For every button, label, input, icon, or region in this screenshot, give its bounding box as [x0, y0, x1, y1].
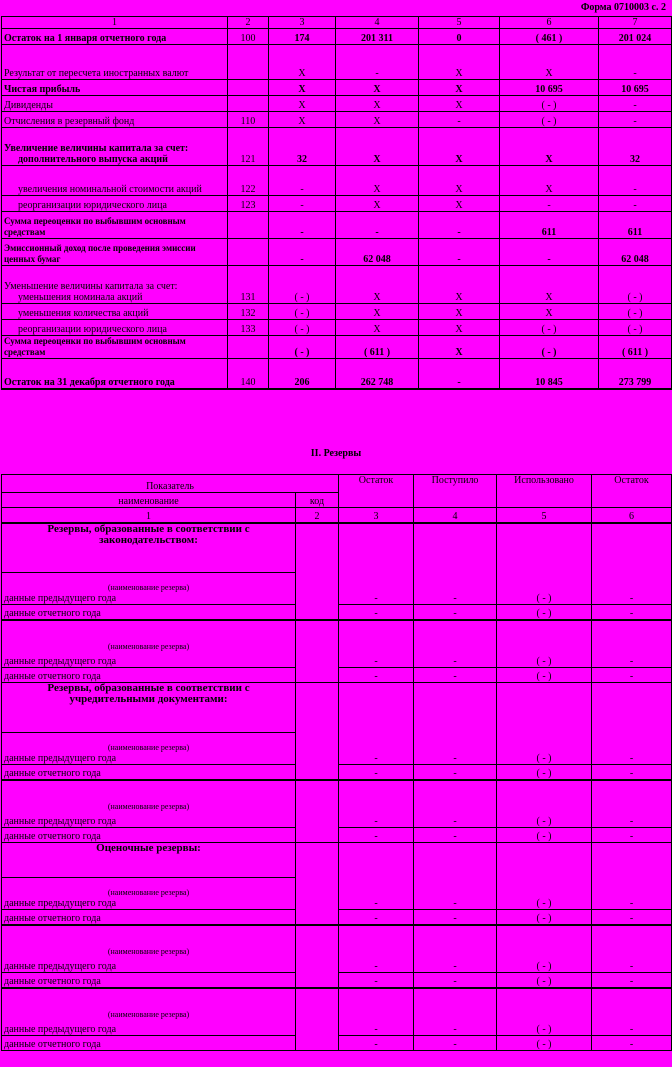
- cell-c7: -: [599, 196, 672, 212]
- row-label: [2, 166, 228, 196]
- section-2-title: II. Резервы: [310, 448, 362, 459]
- table-row: [2, 96, 672, 112]
- reserve-prev-row: [2, 925, 672, 973]
- prev-year-label: данные предыдущего года: [4, 753, 117, 764]
- row-label-text: Эмиссионный доход после проведения эмиссии ценных бумаг: [4, 243, 196, 264]
- row-label: [2, 239, 228, 266]
- table-row: [2, 29, 672, 45]
- row-label-text: Сумма переоценки по выбывшим основным средствам: [4, 336, 186, 357]
- cell-c5: X: [419, 80, 500, 96]
- row-label-text: Дивиденды: [4, 100, 53, 111]
- blank-code: [296, 620, 339, 683]
- reserve-placeholder: (наименование резерва): [107, 1010, 190, 1019]
- blank-code: [296, 523, 339, 620]
- reserve-prev-row: [2, 988, 672, 1036]
- cell-c7: -: [599, 112, 672, 128]
- cell-c5: X: [419, 166, 500, 196]
- cell-c4: -: [336, 212, 419, 239]
- row-sublabel: увеличения номинальной стоимости акций: [18, 184, 202, 195]
- cell-c5: X: [419, 196, 500, 212]
- table-row: [2, 320, 672, 336]
- cell-c3: -: [269, 196, 336, 212]
- row-label: [2, 359, 228, 389]
- cell-c5: X: [419, 96, 500, 112]
- cell-c4: X: [336, 96, 419, 112]
- current-year-value: ( - ): [497, 910, 592, 925]
- cell-c5: X: [419, 128, 500, 166]
- current-year-value: -: [339, 605, 414, 620]
- current-year-value: -: [414, 765, 497, 780]
- column-number: 6: [500, 17, 599, 29]
- prev-year-value: ( - ): [497, 780, 592, 828]
- cell-c4: X: [336, 80, 419, 96]
- form-label: Форма 0710003 с. 2: [580, 2, 666, 13]
- current-year-value: -: [592, 668, 672, 683]
- row-label: [2, 336, 228, 359]
- row-sublabel: дополнительного выпуска акций: [18, 154, 168, 165]
- table-row: [2, 196, 672, 212]
- header-balance-start: Остаток: [339, 475, 414, 508]
- cell-code: 140: [228, 359, 269, 389]
- cell-c6: X: [500, 128, 599, 166]
- row-label: [2, 45, 228, 80]
- cell-code: 133: [228, 320, 269, 336]
- cell-c5: X: [419, 45, 500, 80]
- prev-year-value: ( - ): [497, 925, 592, 973]
- table-row: [2, 304, 672, 320]
- row-label-text: Результат от пересчета иностранных валют: [4, 68, 189, 79]
- row-label: [2, 320, 228, 336]
- cell-c5: X: [419, 320, 500, 336]
- column-number: 3: [339, 508, 414, 523]
- column-number: 5: [497, 508, 592, 523]
- reserve-name-cell: [2, 733, 296, 765]
- blank-code: [296, 925, 339, 988]
- current-year-value: -: [592, 765, 672, 780]
- cell-c4: 62 048: [336, 239, 419, 266]
- prev-year-value: -: [339, 523, 414, 605]
- prev-year-label: данные предыдущего года: [4, 1024, 117, 1035]
- row-sublabel: реорганизации юридического лица: [18, 200, 167, 211]
- current-year-value: -: [339, 765, 414, 780]
- column-number: 7: [599, 17, 672, 29]
- cell-c3: ( - ): [269, 266, 336, 304]
- row-label: [2, 112, 228, 128]
- cell-c3: X: [269, 96, 336, 112]
- row-label: [2, 128, 228, 166]
- prev-year-value: -: [339, 620, 414, 668]
- column-number: 1: [2, 508, 296, 523]
- reserve-placeholder: (наименование резерва): [107, 583, 190, 592]
- cell-c6: ( - ): [500, 336, 599, 359]
- group-title-row: [2, 843, 672, 878]
- reserve-prev-row: [2, 780, 672, 828]
- cell-c4: -: [336, 45, 419, 80]
- cell-c7: 273 799: [599, 359, 672, 389]
- current-year-label: данные отчетного года: [2, 605, 296, 620]
- current-year-value: ( - ): [497, 765, 592, 780]
- prev-year-value: -: [592, 620, 672, 668]
- prev-year-value: -: [414, 780, 497, 828]
- cell-c4: X: [336, 112, 419, 128]
- header-balance-end: Остаток: [592, 475, 672, 508]
- cell-code: [228, 336, 269, 359]
- cell-c6: ( - ): [500, 320, 599, 336]
- current-year-value: -: [339, 1036, 414, 1051]
- reserve-name-cell: [2, 878, 296, 910]
- current-year-value: -: [339, 973, 414, 988]
- group-title: Резервы, образованные в соответствии с законодательством:: [2, 523, 296, 573]
- reserve-prev-row: [2, 620, 672, 668]
- cell-c7: -: [599, 45, 672, 80]
- current-year-value: -: [414, 1036, 497, 1051]
- current-year-label: данные отчетного года: [2, 973, 296, 988]
- prev-year-value: -: [339, 683, 414, 765]
- cell-c7: 611: [599, 212, 672, 239]
- prev-year-value: -: [592, 780, 672, 828]
- cell-c7: ( - ): [599, 266, 672, 304]
- prev-year-label: данные предыдущего года: [4, 898, 117, 909]
- row-label: [2, 196, 228, 212]
- prev-year-value: -: [592, 843, 672, 910]
- cell-c3: 32: [269, 128, 336, 166]
- reserve-name-cell: [2, 988, 296, 1036]
- cell-code: 122: [228, 166, 269, 196]
- table-row: [2, 45, 672, 80]
- cell-c3: -: [269, 239, 336, 266]
- header-received: Поступило: [414, 475, 497, 508]
- reserve-name-cell: [2, 573, 296, 605]
- row-sublabel: реорганизации юридического лица: [18, 324, 167, 335]
- prev-year-value: -: [339, 925, 414, 973]
- cell-c3: X: [269, 112, 336, 128]
- reserve-placeholder: (наименование резерва): [107, 947, 190, 956]
- current-year-value: -: [414, 668, 497, 683]
- cell-c6: X: [500, 304, 599, 320]
- row-label: [2, 212, 228, 239]
- reserves-table: [1, 474, 672, 1051]
- prev-year-value: ( - ): [497, 843, 592, 910]
- cell-code: [228, 212, 269, 239]
- cell-code: 110: [228, 112, 269, 128]
- reserve-placeholder: (наименование резерва): [107, 642, 190, 651]
- current-year-value: -: [414, 828, 497, 843]
- cell-code: [228, 239, 269, 266]
- cell-c5: -: [419, 112, 500, 128]
- row-label: [2, 29, 228, 45]
- cell-c6: ( - ): [500, 96, 599, 112]
- prev-year-value: -: [592, 523, 672, 605]
- current-year-label: данные отчетного года: [2, 765, 296, 780]
- row-label-text: Чистая прибыль: [4, 84, 81, 95]
- reserve-placeholder: (наименование резерва): [107, 888, 190, 897]
- cell-c6: 10 695: [500, 80, 599, 96]
- cell-c4: X: [336, 128, 419, 166]
- reserve-name-cell: [2, 620, 296, 668]
- row-sublabel: уменьшения номинала акций: [18, 292, 143, 303]
- prev-year-value: -: [414, 620, 497, 668]
- table-row: [2, 239, 672, 266]
- prev-year-value: -: [414, 843, 497, 910]
- current-year-value: -: [339, 910, 414, 925]
- group-title-row: [2, 683, 672, 733]
- current-year-value: ( - ): [497, 828, 592, 843]
- prev-year-value: ( - ): [497, 523, 592, 605]
- cell-c6: 611: [500, 212, 599, 239]
- cell-c6: ( - ): [500, 112, 599, 128]
- group-title-row: [2, 523, 672, 573]
- cell-c4: X: [336, 320, 419, 336]
- blank-code: [296, 988, 339, 1051]
- table-header-row: [2, 17, 672, 29]
- current-year-label: данные отчетного года: [2, 910, 296, 925]
- prev-year-value: -: [339, 988, 414, 1036]
- row-label-text: Остаток на 31 декабря отчетного года: [4, 376, 175, 388]
- current-year-value: -: [592, 973, 672, 988]
- cell-c7: 62 048: [599, 239, 672, 266]
- cell-c7: -: [599, 96, 672, 112]
- prev-year-value: -: [414, 988, 497, 1036]
- cell-c5: 0: [419, 29, 500, 45]
- reserve-name-cell: [2, 925, 296, 973]
- cell-c7: ( 611 ): [599, 336, 672, 359]
- table-row: [2, 80, 672, 96]
- column-number: 4: [414, 508, 497, 523]
- cell-code: 121: [228, 128, 269, 166]
- cell-c6: ( 461 ): [500, 29, 599, 45]
- cell-c7: 32: [599, 128, 672, 166]
- cell-c5: X: [419, 266, 500, 304]
- row-label: [2, 96, 228, 112]
- cell-c7: 10 695: [599, 80, 672, 96]
- current-year-value: ( - ): [497, 1036, 592, 1051]
- group-title: Резервы, образованные в соответствии с учредительными документами:: [2, 683, 296, 733]
- cell-c4: 262 748: [336, 359, 419, 389]
- current-year-value: -: [592, 1036, 672, 1051]
- row-label-text: Остаток на 1 января отчетного года: [4, 33, 167, 44]
- cell-c3: -: [269, 212, 336, 239]
- cell-c5: -: [419, 212, 500, 239]
- prev-year-label: данные предыдущего года: [4, 593, 117, 604]
- blank-code: [296, 843, 339, 925]
- cell-c3: 206: [269, 359, 336, 389]
- cell-c4: X: [336, 196, 419, 212]
- current-year-label: данные отчетного года: [2, 1036, 296, 1051]
- table-row: [2, 166, 672, 196]
- column-number: 6: [592, 508, 672, 523]
- table-row: [2, 359, 672, 389]
- row-label: [2, 304, 228, 320]
- column-number: 1: [2, 17, 228, 29]
- current-year-value: -: [592, 910, 672, 925]
- prev-year-value: -: [414, 683, 497, 765]
- cell-c3: 174: [269, 29, 336, 45]
- prev-year-label: данные предыдущего года: [4, 656, 117, 667]
- cell-c7: ( - ): [599, 320, 672, 336]
- table-row: [2, 212, 672, 239]
- reserve-placeholder: (наименование резерва): [107, 743, 190, 752]
- prev-year-label: данные предыдущего года: [4, 816, 117, 827]
- table-row: [2, 336, 672, 359]
- current-year-value: ( - ): [497, 668, 592, 683]
- prev-year-value: ( - ): [497, 988, 592, 1036]
- prev-year-value: -: [592, 925, 672, 973]
- reserve-name-cell: [2, 780, 296, 828]
- column-number: 4: [336, 17, 419, 29]
- current-year-value: ( - ): [497, 973, 592, 988]
- cell-c4: X: [336, 304, 419, 320]
- cell-code: 123: [228, 196, 269, 212]
- prev-year-value: ( - ): [497, 683, 592, 765]
- prev-year-value: ( - ): [497, 620, 592, 668]
- current-year-label: данные отчетного года: [2, 668, 296, 683]
- row-sublabel: уменьшения количества акций: [18, 308, 149, 319]
- cell-c6: X: [500, 45, 599, 80]
- header-code: код: [296, 493, 339, 508]
- cell-c3: -: [269, 166, 336, 196]
- reserves-header-row: [2, 475, 672, 493]
- cell-c4: X: [336, 266, 419, 304]
- column-number: 3: [269, 17, 336, 29]
- cell-c6: -: [500, 239, 599, 266]
- cell-c3: ( - ): [269, 304, 336, 320]
- header-used: Использовано: [497, 475, 592, 508]
- column-number: 2: [296, 508, 339, 523]
- cell-code: 100: [228, 29, 269, 45]
- row-label-text: Сумма переоценки по выбывшим основным средствам: [4, 216, 186, 237]
- prev-year-value: -: [592, 988, 672, 1036]
- table-row: [2, 112, 672, 128]
- cell-c3: X: [269, 80, 336, 96]
- cell-c4: 201 311: [336, 29, 419, 45]
- cell-c7: -: [599, 166, 672, 196]
- column-number: 2: [228, 17, 269, 29]
- cell-c4: X: [336, 166, 419, 196]
- row-label-text: Увеличение величины капитала за счет:: [4, 143, 189, 154]
- row-label-text: Уменьшение величины капитала за счет:: [4, 281, 178, 292]
- cell-c6: 10 845: [500, 359, 599, 389]
- cell-c5: X: [419, 304, 500, 320]
- table-row: [2, 128, 672, 166]
- cell-c4: ( 611 ): [336, 336, 419, 359]
- cell-code: 131: [228, 266, 269, 304]
- blank-code: [296, 780, 339, 843]
- header-name: наименование: [2, 493, 296, 508]
- column-number: 5: [419, 17, 500, 29]
- blank-code: [296, 683, 339, 780]
- prev-year-value: -: [414, 523, 497, 605]
- prev-year-label: данные предыдущего года: [4, 961, 117, 972]
- cell-c3: ( - ): [269, 320, 336, 336]
- cell-code: 132: [228, 304, 269, 320]
- cell-c6: -: [500, 196, 599, 212]
- group-title: Оценочные резервы:: [2, 843, 296, 878]
- cell-c6: X: [500, 166, 599, 196]
- current-year-value: ( - ): [497, 605, 592, 620]
- table-row: [2, 266, 672, 304]
- prev-year-value: -: [414, 925, 497, 973]
- prev-year-value: -: [339, 843, 414, 910]
- row-label: [2, 266, 228, 304]
- column-numbers-row: [2, 508, 672, 523]
- cell-c5: -: [419, 359, 500, 389]
- current-year-value: -: [414, 910, 497, 925]
- cell-c5: X: [419, 336, 500, 359]
- cell-c3: X: [269, 45, 336, 80]
- cell-c6: X: [500, 266, 599, 304]
- prev-year-value: -: [339, 780, 414, 828]
- prev-year-value: -: [592, 683, 672, 765]
- header-indicator: Показатель: [2, 475, 339, 493]
- cell-code: [228, 80, 269, 96]
- current-year-value: -: [414, 973, 497, 988]
- cell-c5: -: [419, 239, 500, 266]
- current-year-value: -: [592, 828, 672, 843]
- current-year-value: -: [339, 668, 414, 683]
- reserve-placeholder: (наименование резерва): [107, 802, 190, 811]
- current-year-value: -: [339, 828, 414, 843]
- cell-code: [228, 96, 269, 112]
- current-year-value: -: [592, 605, 672, 620]
- cell-c7: 201 024: [599, 29, 672, 45]
- capital-changes-table: [1, 16, 672, 390]
- current-year-value: -: [414, 605, 497, 620]
- row-label: [2, 80, 228, 96]
- cell-code: [228, 45, 269, 80]
- row-label-text: Отчисления в резервный фонд: [4, 116, 135, 127]
- cell-c7: ( - ): [599, 304, 672, 320]
- current-year-label: данные отчетного года: [2, 828, 296, 843]
- cell-c3: ( - ): [269, 336, 336, 359]
